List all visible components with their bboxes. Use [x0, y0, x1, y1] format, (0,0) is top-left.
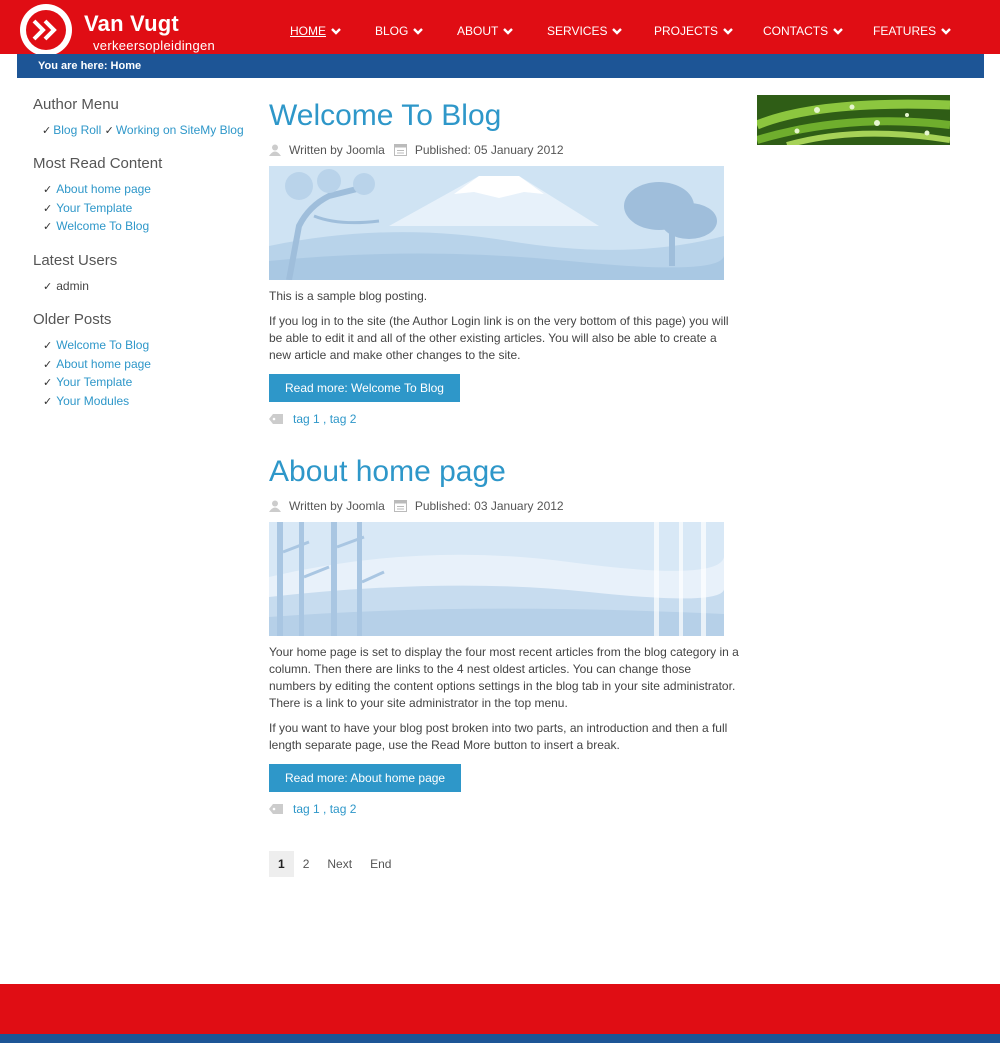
- module-title: Older Posts: [33, 311, 112, 328]
- check-icon: ✓: [43, 377, 53, 389]
- site-header: [0, 0, 1000, 54]
- article-paragraph: This is a sample blog posting.: [269, 289, 428, 303]
- article-title[interactable]: About home page: [269, 455, 506, 488]
- list-item[interactable]: [43, 337, 253, 356]
- chevron-down-icon: [411, 24, 425, 38]
- article-body: [269, 288, 739, 364]
- check-icon: ✓: [43, 202, 53, 215]
- article: [269, 452, 739, 816]
- calendar-icon: [394, 144, 407, 156]
- chevron-down-icon: [610, 24, 624, 38]
- user-icon: [269, 500, 281, 512]
- article-meta: [269, 497, 739, 515]
- article-paragraph: If you log in to the site (the Author Login link is on the very bottom of this page) you will be able to edit it and all of the other existing articles. You will also be able to create a new article and make other changes to the site.: [269, 314, 729, 362]
- list-item[interactable]: [43, 393, 253, 412]
- site-footer: [0, 984, 1000, 1034]
- chevron-down-icon: [501, 24, 515, 38]
- module-title: Author Menu: [33, 96, 119, 113]
- chevron-down-icon: [721, 24, 735, 38]
- check-icon: ✓: [104, 125, 114, 137]
- double-chevron-icon: [30, 18, 62, 42]
- page-2[interactable]: 2: [302, 857, 310, 871]
- nav-label: BLOG: [375, 24, 409, 38]
- list-item-label: Welcome To Blog: [56, 219, 150, 233]
- left-sidebar: [33, 96, 253, 426]
- article-image-bamboo: [269, 522, 724, 636]
- latest-users-module: [33, 252, 253, 297]
- check-icon: ✓: [43, 280, 53, 293]
- page-1[interactable]: 1: [269, 851, 294, 877]
- check-icon: ✓: [43, 395, 53, 408]
- article-title[interactable]: Welcome To Blog: [269, 99, 502, 132]
- list-item-label: About home page: [56, 182, 151, 196]
- article: [269, 96, 739, 452]
- module-title: Latest Users: [33, 251, 118, 269]
- list-item-label: Welcome To Blog: [56, 338, 150, 352]
- check-icon: ✓: [43, 221, 53, 233]
- check-icon: ✓: [43, 358, 53, 371]
- module-title: Most Read Content: [33, 155, 163, 172]
- author-menu-item[interactable]: Working on SiteMy Blog: [115, 123, 244, 137]
- check-icon: ✓: [43, 184, 53, 196]
- chevron-down-icon: [831, 24, 845, 38]
- tag-icon: [269, 804, 283, 814]
- chevron-down-icon: [329, 24, 343, 38]
- list-item-label: Your Modules: [56, 393, 130, 408]
- nav-item-features[interactable]: [873, 24, 953, 38]
- main-content: [269, 96, 739, 816]
- most-read-module: [33, 155, 253, 237]
- check-icon: ✓: [43, 340, 53, 352]
- article-paragraph: Your home page is set to display the four most recent articles from the blog category in a column. Then there are links to the 4 nest oldest articles. You can change those numbers by editing the content options settings in the blog tab in your site administrator. There is a link to your site administrator in the top menu.: [269, 645, 739, 710]
- list-item[interactable]: [43, 356, 253, 375]
- breadcrumb: You are here: Home: [17, 54, 984, 78]
- author-menu-module: [33, 96, 253, 140]
- article-body: [269, 644, 739, 754]
- brand-subtitle: verkeersopleidingen: [93, 38, 216, 53]
- pagination: [269, 851, 400, 877]
- brand-title: Van Vugt: [84, 11, 179, 36]
- article-image-mountain: [269, 166, 724, 280]
- list-item[interactable]: [43, 218, 253, 237]
- nav-label: FEATURES: [873, 24, 937, 38]
- list-item-label: admin: [56, 278, 89, 293]
- article-author: Written by Joomla: [289, 499, 385, 513]
- list-item: [43, 278, 253, 297]
- list-item[interactable]: [43, 181, 253, 200]
- page-end[interactable]: End: [370, 857, 392, 871]
- article-published: Published: 05 January 2012: [414, 143, 564, 157]
- nav-item-blog[interactable]: [375, 24, 425, 38]
- nav-item-home[interactable]: [290, 24, 343, 38]
- list-item-label: Your Template: [56, 375, 133, 389]
- article-paragraph: If you want to have your blog post broken into two parts, an introduction and then a full length separate page, use the Read More button to insert a break.: [269, 721, 728, 752]
- older-posts-module: [33, 311, 253, 411]
- nav-label: SERVICES: [547, 24, 608, 38]
- footer-bar: [0, 1034, 1000, 1043]
- nav-label: ABOUT: [457, 24, 499, 38]
- logo-mark: [20, 4, 72, 56]
- article-published: Published: 03 January 2012: [414, 499, 564, 513]
- nav-label: PROJECTS: [654, 24, 719, 38]
- read-more-button[interactable]: Read more: About home page: [269, 764, 461, 792]
- author-menu-item[interactable]: Blog Roll: [53, 123, 102, 137]
- article-meta: [269, 141, 739, 159]
- user-icon: [269, 144, 281, 156]
- list-item[interactable]: [43, 374, 253, 393]
- tag-icon: [269, 414, 283, 424]
- nav-item-services[interactable]: [547, 24, 624, 38]
- calendar-icon: [394, 500, 407, 512]
- nav-label: CONTACTS: [763, 24, 829, 38]
- list-item[interactable]: [43, 200, 253, 219]
- nav-label: HOME: [290, 24, 326, 38]
- nav-item-about[interactable]: [457, 24, 515, 38]
- check-icon: ✓: [42, 125, 52, 137]
- read-more-button[interactable]: Read more: Welcome To Blog: [269, 374, 460, 402]
- list-item-label: About home page: [56, 356, 151, 371]
- site-logo[interactable]: [20, 4, 250, 52]
- nav-item-projects[interactable]: [654, 24, 735, 38]
- grass-dew-image: [757, 95, 950, 145]
- tag-links[interactable]: tag 1 , tag 2: [293, 802, 357, 816]
- tag-links[interactable]: tag 1 , tag 2: [293, 412, 357, 426]
- article-author: Written by Joomla: [289, 143, 385, 157]
- page-next[interactable]: Next: [327, 857, 353, 871]
- author-menu-list: [33, 122, 253, 140]
- article-tags: [269, 412, 739, 426]
- list-item-label: Your Template: [56, 200, 133, 215]
- chevron-down-icon: [939, 24, 953, 38]
- nav-item-contacts[interactable]: [763, 24, 845, 38]
- article-tags: [269, 802, 739, 816]
